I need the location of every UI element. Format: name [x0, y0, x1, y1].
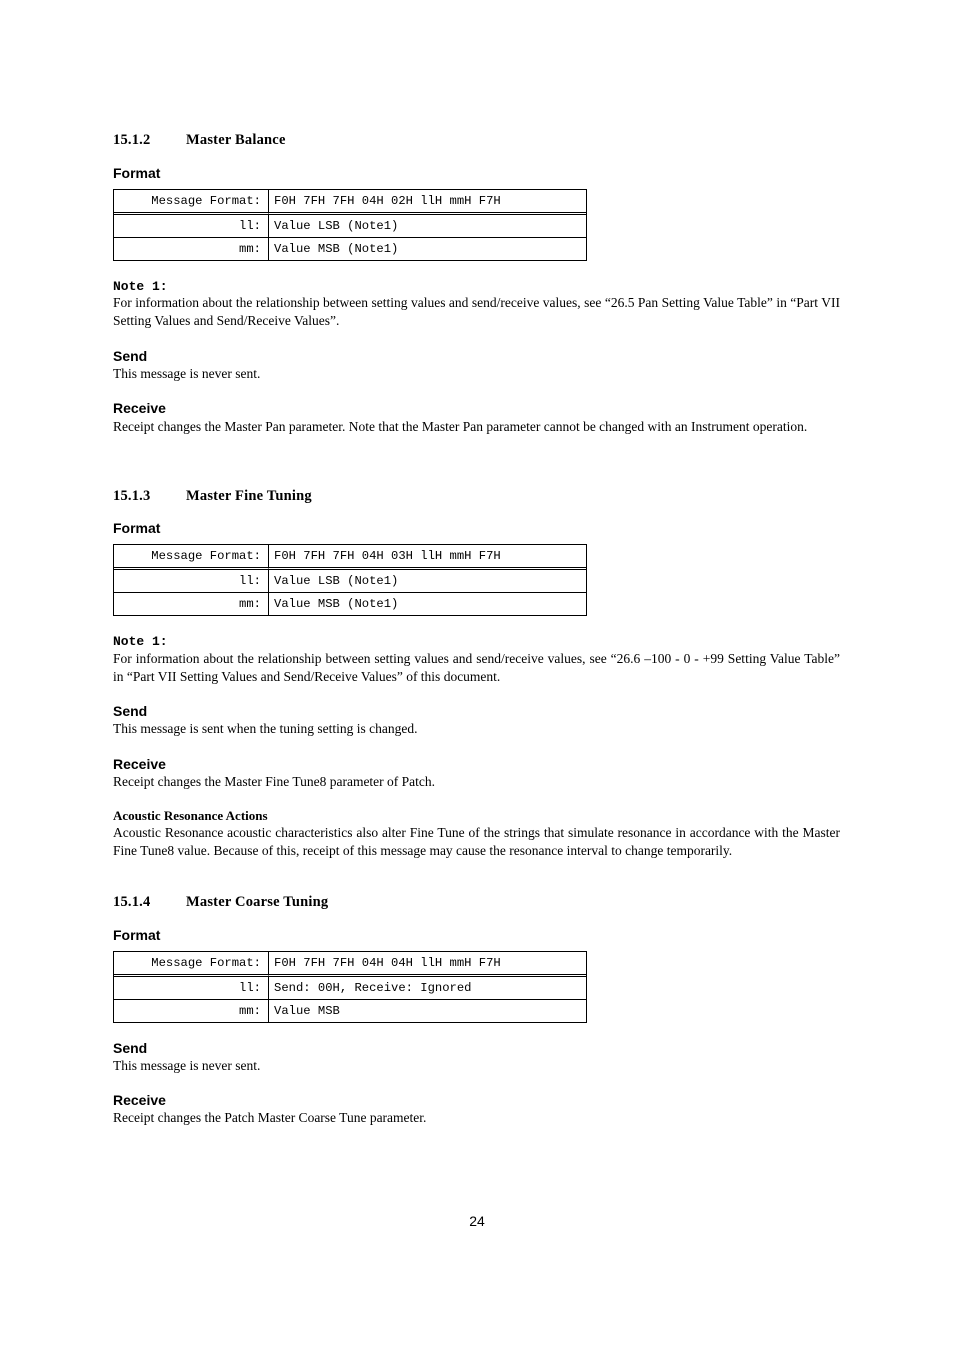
- page-number: 24: [469, 1213, 485, 1229]
- receive-label: Receive: [113, 1092, 166, 1108]
- table-value: F0H 7FH 7FH 04H 04H llH mmH F7H: [269, 952, 586, 977]
- table-key: Message Format:: [114, 545, 269, 570]
- table-key: mm:: [114, 593, 269, 616]
- table-value: Value MSB (Note1): [269, 593, 586, 616]
- format-label: Format: [113, 927, 161, 943]
- table-value: Send: 00H, Receive: Ignored: [269, 977, 586, 1000]
- table-row: [114, 593, 586, 616]
- section-number: 15.1.3: [113, 488, 151, 504]
- table-value: F0H 7FH 7FH 04H 02H llH mmH F7H: [269, 190, 586, 215]
- receive-text: Receipt changes the Master Pan parameter. Note that the Master Pan parameter cannot be changed with an Instrument operation.: [113, 419, 808, 434]
- receive-label: Receive: [113, 400, 166, 416]
- receive-text: Receipt changes the Patch Master Coarse Tune parameter.: [113, 1110, 427, 1125]
- receive-label: Receive: [113, 756, 166, 772]
- table-key: ll:: [114, 570, 269, 593]
- table-value: F0H 7FH 7FH 04H 03H llH mmH F7H: [269, 545, 586, 570]
- subsection-title: Acoustic Resonance Actions: [113, 808, 268, 823]
- send-label: Send: [113, 348, 148, 364]
- format-table: [113, 544, 587, 616]
- table-value: Value LSB (Note1): [269, 215, 586, 238]
- format-label: Format: [113, 165, 161, 181]
- table-row: [114, 977, 586, 1000]
- table-key: Message Format:: [114, 190, 269, 215]
- send-text: This message is never sent.: [113, 366, 261, 381]
- section-number: 15.1.4: [113, 894, 151, 910]
- receive-text: Receipt changes the Master Fine Tune8 parameter of Patch.: [113, 774, 436, 789]
- table-row: [114, 952, 586, 977]
- table-row: [114, 190, 586, 215]
- table-row: [114, 570, 586, 593]
- format-label: Format: [113, 520, 161, 536]
- table-value: Value MSB (Note1): [269, 238, 586, 261]
- subsection-text: Acoustic Resonance acoustic characteristics also alter Fine Tune of the strings that simulate resonance in accordance with the Master Fine Tune8 value. Because of this, receipt of this message may cause the resonance interval to change temporarily.: [113, 825, 840, 858]
- table-key: ll:: [114, 215, 269, 238]
- section-heading: [113, 894, 328, 911]
- section-title: Master Balance: [186, 132, 286, 148]
- format-table: [113, 189, 587, 261]
- note-label: Note 1:: [113, 634, 168, 649]
- send-text: This message is never sent.: [113, 1058, 261, 1073]
- table-key: mm:: [114, 238, 269, 261]
- note-label: Note 1:: [113, 279, 168, 294]
- table-key: Message Format:: [114, 952, 269, 977]
- section-number: 15.1.2: [113, 132, 151, 148]
- section-title: Master Coarse Tuning: [186, 894, 329, 910]
- section-title: Master Fine Tuning: [186, 488, 312, 504]
- table-key: ll:: [114, 977, 269, 1000]
- table-value: Value MSB: [269, 1000, 586, 1023]
- table-value: Value LSB (Note1): [269, 570, 586, 593]
- send-label: Send: [113, 703, 148, 719]
- table-row: [114, 238, 586, 261]
- section-heading: [113, 488, 312, 505]
- note-text: For information about the relationship between setting values and send/receive values, see “26.5 Pan Setting Value Table” in “Part VII Setting Values and Send/Receive Values”.: [113, 295, 840, 328]
- note-text: For information about the relationship between setting values and send/receive values, see “26.6 –100 - 0 - +99 Setting Value Table” in “Part VII Setting Values and Send/Receive Values” of this document.: [113, 651, 840, 684]
- send-label: Send: [113, 1040, 148, 1056]
- table-key: mm:: [114, 1000, 269, 1023]
- send-text: This message is sent when the tuning setting is changed.: [113, 721, 418, 736]
- format-table: [113, 951, 587, 1023]
- section-heading: [113, 132, 286, 149]
- table-row: [114, 545, 586, 570]
- table-row: [114, 1000, 586, 1023]
- table-row: [114, 215, 586, 238]
